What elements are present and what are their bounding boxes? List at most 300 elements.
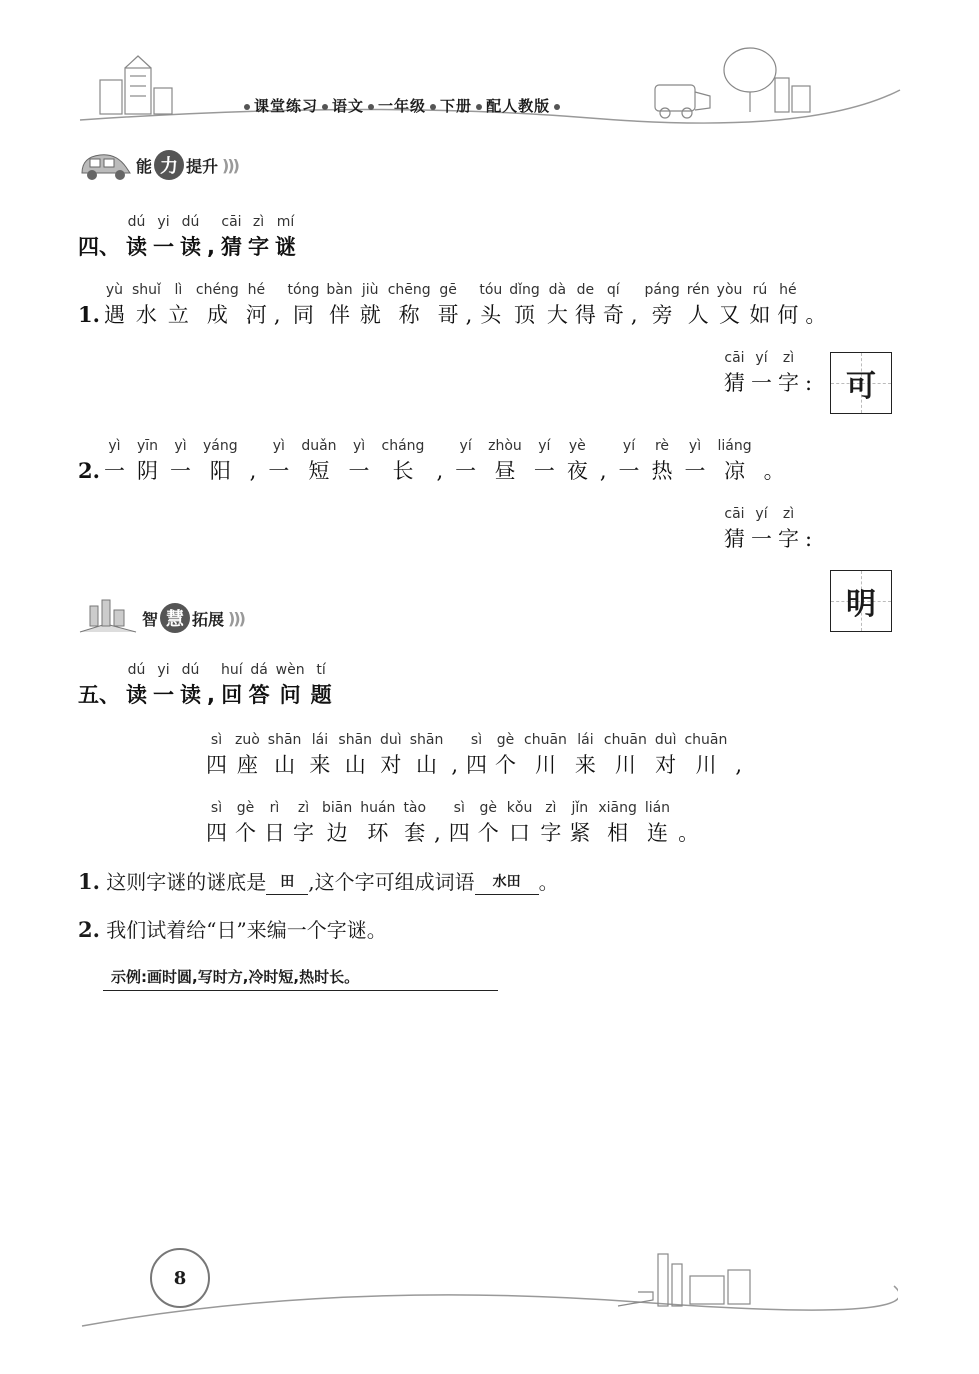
hanzi: 四 <box>206 821 227 845</box>
pinyin: rì <box>269 800 280 816</box>
pinyin: rè <box>654 438 670 454</box>
answer-box-2[interactable] <box>830 570 892 632</box>
hanzi: 川 <box>614 753 636 777</box>
pinyin: duǎn <box>301 438 337 454</box>
poem-line-2 <box>206 798 707 848</box>
hanzi: , <box>434 821 441 845</box>
ruby-char <box>301 436 336 486</box>
ruby-char <box>449 798 470 848</box>
punctuation <box>631 280 638 330</box>
ruby-char <box>288 280 320 330</box>
hanzi: 座 <box>236 753 258 777</box>
ruby-char <box>778 348 799 398</box>
pinyin: yí <box>755 350 768 366</box>
pinyin: yi <box>157 214 170 230</box>
hanzi: 读 <box>126 683 147 707</box>
pinyin: cāi <box>724 350 745 366</box>
pinyin: xiāng <box>598 800 637 816</box>
hanzi: 一 <box>533 459 555 483</box>
hanzi: 字 <box>778 371 799 395</box>
pinyin: yí <box>755 506 768 522</box>
hanzi: 夜 <box>566 459 588 483</box>
sub-number: 1. <box>78 869 100 894</box>
punctuation <box>436 436 443 486</box>
ruby-char <box>619 436 640 486</box>
header-subject: 语文 <box>332 97 365 115</box>
hanzi: 字 <box>247 235 269 259</box>
guess-label-1 <box>724 348 818 398</box>
pinyin: gè <box>496 732 515 748</box>
header-grade: 一年级 <box>378 97 427 115</box>
hanzi: 个 <box>477 821 499 845</box>
pinyin: yì <box>108 438 121 454</box>
ruby-char <box>652 436 673 486</box>
ruby-char <box>153 660 174 710</box>
hanzi: 答 <box>248 683 270 707</box>
example-answer[interactable]: 示例:画时圆,写时方,冷时短,热时长。 <box>103 964 498 991</box>
hanzi: , <box>249 459 257 483</box>
hanzi: 水 <box>135 303 157 327</box>
hanzi: 山 <box>274 753 296 777</box>
sub-text: 我们试着给“日”来编一个字谜。 <box>106 918 387 942</box>
hanzi: 伴 <box>329 303 351 327</box>
pinyin: zì <box>252 214 265 230</box>
pinyin: chuān <box>603 732 647 748</box>
punctuation <box>207 212 215 262</box>
hanzi: 一 <box>268 459 290 483</box>
ruby-char <box>603 280 624 330</box>
hanzi: , <box>273 303 281 327</box>
hanzi: 读 <box>126 235 147 259</box>
riddle-2-number: 2. <box>78 458 100 483</box>
punctuation <box>207 660 215 710</box>
pinyin: yì <box>174 438 187 454</box>
pinyin: shuǐ <box>131 282 161 298</box>
pinyin: jǐn <box>571 800 589 816</box>
q4-heading <box>78 212 302 262</box>
hanzi: 一 <box>751 527 772 551</box>
hanzi: 。 <box>805 303 827 327</box>
section-badge-wisdom <box>76 598 244 638</box>
ruby-char <box>221 660 243 710</box>
ruby-char <box>478 798 499 848</box>
answer-blank-word[interactable]: 水田 <box>475 870 539 895</box>
hanzi: 个 <box>495 753 517 777</box>
pinyin: sì <box>210 800 223 816</box>
ruby-char <box>249 660 270 710</box>
decorative-parens-icon: ))) <box>222 155 238 175</box>
ruby-char <box>575 730 596 780</box>
hanzi: 读 <box>180 235 201 259</box>
pinyin: zì <box>545 800 557 816</box>
ruby-char <box>203 436 238 486</box>
ruby-char <box>749 280 770 330</box>
pinyin: shān <box>409 732 444 748</box>
ruby-char <box>322 798 352 848</box>
hanzi: , <box>735 753 743 777</box>
hanzi: 四、 <box>78 235 120 259</box>
ruby-char <box>246 280 267 330</box>
pinyin: rén <box>686 282 710 298</box>
hanzi: 边 <box>326 821 348 845</box>
hanzi: , <box>207 683 215 707</box>
pinyin: chéng <box>195 282 239 298</box>
hanzi: 遇 <box>103 303 125 327</box>
pinyin: huán <box>360 800 396 816</box>
hanzi: 字 <box>540 821 562 845</box>
pinyin: hé <box>247 282 266 298</box>
ruby-char <box>479 280 502 330</box>
hanzi: , <box>630 303 638 327</box>
pinyin: sì <box>470 732 483 748</box>
ruby-char <box>569 798 590 848</box>
hanzi: 大 <box>546 303 568 327</box>
hanzi: , <box>451 753 459 777</box>
badge-text-big: 慧 <box>160 603 190 633</box>
hanzi: 连 <box>646 821 668 845</box>
riddle-1 <box>78 280 833 330</box>
ruby-char <box>196 280 239 330</box>
ruby-char <box>276 660 305 710</box>
answer-char-1: 可 <box>846 369 876 404</box>
guess-label-2 <box>724 504 818 554</box>
ruby-char <box>206 730 227 780</box>
ruby-char <box>388 280 431 330</box>
punctuation <box>764 436 785 486</box>
punctuation <box>805 348 812 398</box>
pinyin: liáng <box>717 438 752 454</box>
badge-text-pre: 能 <box>136 156 153 176</box>
ruby-char <box>687 280 710 330</box>
pinyin: tóu <box>479 282 503 298</box>
pinyin: yù <box>105 282 124 298</box>
ruby-char <box>575 280 596 330</box>
hanzi: 立 <box>167 303 189 327</box>
ruby-char <box>380 730 402 780</box>
pinyin: biān <box>322 800 353 816</box>
punctuation <box>466 280 473 330</box>
hanzi: 一 <box>103 459 125 483</box>
decorative-parens-icon: ))) <box>228 608 244 628</box>
page-number: 8 <box>150 1248 210 1308</box>
punctuation <box>78 660 120 710</box>
ruby-char <box>137 436 158 486</box>
hanzi: : <box>805 371 813 395</box>
ruby-char <box>180 660 201 710</box>
hanzi: 四 <box>466 753 488 777</box>
hanzi: 一 <box>684 459 706 483</box>
hanzi: 奇 <box>602 303 624 327</box>
pinyin: yì <box>272 438 285 454</box>
ruby-char <box>235 798 256 848</box>
hanzi: , <box>207 235 215 259</box>
ruby-char <box>645 280 680 330</box>
hanzi: 阴 <box>136 459 158 483</box>
pinyin: sì <box>453 800 465 816</box>
riddle-2-text <box>104 436 797 486</box>
pinyin: cāi <box>221 214 242 230</box>
hanzi: 个 <box>235 821 256 845</box>
hanzi: 河 <box>245 303 267 327</box>
ruby-char <box>645 798 670 848</box>
ruby-char <box>778 504 799 554</box>
hanzi: 相 <box>607 821 629 845</box>
pinyin: zì <box>782 350 795 366</box>
hanzi: 四 <box>206 753 227 777</box>
ruby-char <box>360 280 381 330</box>
pinyin: yè <box>568 438 586 454</box>
ruby-char <box>275 212 296 262</box>
hanzi: 来 <box>574 753 596 777</box>
poem-line-1 <box>206 730 750 780</box>
hanzi: 一 <box>348 459 370 483</box>
bullet-icon <box>244 104 250 110</box>
pinyin: zì <box>782 506 795 522</box>
pinyin: cāi <box>724 506 745 522</box>
hanzi: 紧 <box>569 821 591 845</box>
hanzi: 川 <box>534 753 556 777</box>
hanzi: 凉 <box>724 459 746 483</box>
pinyin: yīn <box>136 438 158 454</box>
ruby-char <box>524 730 567 780</box>
pinyin: lì <box>174 282 183 298</box>
pinyin: zuò <box>235 732 260 748</box>
pinyin: dá <box>250 662 268 678</box>
ruby-char <box>410 730 444 780</box>
ruby-char <box>724 348 745 398</box>
bullet-icon <box>322 104 328 110</box>
ruby-char <box>360 798 395 848</box>
ruby-char <box>126 660 147 710</box>
hanzi: 山 <box>416 753 438 777</box>
hanzi: 又 <box>719 303 741 327</box>
pinyin: hé <box>779 282 797 298</box>
hanzi: 成 <box>206 303 228 327</box>
pinyin: bàn <box>326 282 353 298</box>
pinyin: qí <box>606 282 620 298</box>
hanzi: 山 <box>344 753 366 777</box>
hanzi: 猜 <box>220 235 242 259</box>
header-edition: 配人教版 <box>486 97 551 115</box>
hanzi: 一 <box>153 683 174 707</box>
riddle-number <box>78 436 100 486</box>
hanzi: , <box>599 459 607 483</box>
book-city-icon <box>76 598 142 638</box>
pinyin: dà <box>548 282 567 298</box>
ruby-char <box>718 436 752 486</box>
ruby-char <box>153 212 174 262</box>
ruby-char <box>349 436 370 486</box>
pinyin: cháng <box>381 438 425 454</box>
riddle-1-number: 1. <box>78 302 100 327</box>
hanzi: 环 <box>367 821 389 845</box>
hanzi: 口 <box>509 821 531 845</box>
hanzi: 川 <box>695 753 717 777</box>
section-badge-ability <box>76 145 238 185</box>
ruby-char <box>309 730 330 780</box>
pinyin: dǐng <box>509 282 540 298</box>
pinyin: dú <box>127 214 146 230</box>
pinyin: zì <box>297 800 310 816</box>
hanzi: 猜 <box>724 527 745 551</box>
q5-sub-2 <box>78 914 387 943</box>
pinyin: gè <box>236 800 255 816</box>
punctuation <box>805 504 812 554</box>
ruby-char <box>685 436 706 486</box>
hanzi: 哥 <box>437 303 459 327</box>
punctuation <box>678 798 699 848</box>
pinyin: tào <box>403 800 427 816</box>
ruby-char <box>180 212 201 262</box>
hanzi: : <box>805 527 813 551</box>
hanzi: 猜 <box>724 371 745 395</box>
ruby-char <box>126 212 147 262</box>
ruby-char <box>540 798 561 848</box>
ruby-char <box>235 730 260 780</box>
hanzi: 如 <box>749 303 771 327</box>
ruby-char <box>382 436 425 486</box>
badge-text-big: 力 <box>154 150 184 180</box>
hanzi: 回 <box>221 683 243 707</box>
answer-blank-char[interactable]: 田 <box>266 870 308 895</box>
ruby-char <box>438 280 459 330</box>
pinyin: yi <box>157 662 170 678</box>
hanzi: 就 <box>359 303 381 327</box>
badge-text-post: 提升 <box>186 156 219 176</box>
hanzi: 对 <box>380 753 402 777</box>
ruby-char <box>268 436 289 486</box>
hanzi: 昼 <box>494 459 516 483</box>
ruby-char <box>206 798 227 848</box>
hanzi: 套 <box>404 821 426 845</box>
punctuation <box>805 280 826 330</box>
ruby-char <box>751 348 772 398</box>
ruby-char <box>311 660 332 710</box>
pinyin: yì <box>352 438 366 454</box>
hanzi: 旁 <box>651 303 673 327</box>
ruby-char <box>293 798 314 848</box>
answer-char-2: 明 <box>846 587 876 622</box>
pinyin: rú <box>752 282 768 298</box>
sub-text: ,这个字可组成词语 <box>308 870 475 894</box>
pinyin: lái <box>577 732 594 748</box>
riddle-number <box>78 280 100 330</box>
hanzi: 一 <box>170 459 191 483</box>
punctuation <box>78 212 120 262</box>
ruby-char <box>466 730 487 780</box>
car-icon <box>76 145 136 185</box>
ruby-char <box>724 504 745 554</box>
ruby-char <box>104 280 125 330</box>
pinyin: yì <box>688 438 702 454</box>
ruby-char <box>221 212 242 262</box>
hanzi: 一 <box>751 371 772 395</box>
header-decoration <box>70 40 910 130</box>
pinyin: dú <box>181 214 200 230</box>
hanzi: 热 <box>651 459 673 483</box>
pinyin: chuān <box>684 732 728 748</box>
pinyin: yòu <box>716 282 743 298</box>
pinyin: lái <box>311 732 329 748</box>
ruby-char <box>104 436 125 486</box>
pinyin: huí <box>220 662 243 678</box>
hanzi: 字 <box>778 527 799 551</box>
punctuation <box>600 436 607 486</box>
pinyin: kǒu <box>506 800 533 816</box>
answer-box-1[interactable] <box>830 352 892 414</box>
hanzi: 五、 <box>78 683 120 707</box>
hanzi: , <box>436 459 444 483</box>
punctuation <box>274 280 281 330</box>
pinyin: lián <box>644 800 671 816</box>
ruby-char <box>655 730 677 780</box>
pinyin: yí <box>459 438 472 454</box>
riddle-2 <box>78 436 797 486</box>
pinyin: sì <box>210 732 223 748</box>
pinyin: de <box>576 282 595 298</box>
pinyin: tóng <box>287 282 320 298</box>
q5-sub-1 <box>78 866 559 895</box>
header-title <box>240 95 564 116</box>
ruby-char <box>717 280 743 330</box>
pinyin: duì <box>380 732 402 748</box>
pinyin: zhòu <box>488 438 522 454</box>
sub-number: 2. <box>78 917 100 942</box>
ruby-char <box>604 730 647 780</box>
pinyin: yáng <box>203 438 238 454</box>
badge-text-post: 拓展 <box>192 609 225 629</box>
hanzi: 顶 <box>514 303 536 327</box>
hanzi: 读 <box>180 683 201 707</box>
pinyin: yí <box>538 438 551 454</box>
hanzi: 题 <box>310 683 332 707</box>
hanzi: 谜 <box>274 235 296 259</box>
ruby-char <box>455 436 476 486</box>
badge-text-pre: 智 <box>142 609 159 629</box>
ruby-char <box>509 280 540 330</box>
q5-heading <box>78 660 338 710</box>
pinyin: yí <box>622 438 636 454</box>
hanzi: 何 <box>777 303 799 327</box>
bullet-icon <box>430 104 436 110</box>
sub-text: 。 <box>538 870 559 894</box>
pinyin: páng <box>644 282 680 298</box>
sub-text: 这则字谜的谜底是 <box>106 870 267 894</box>
pinyin: gē <box>439 282 457 298</box>
pinyin: mí <box>276 214 295 230</box>
hanzi: 长 <box>392 459 414 483</box>
ruby-char <box>403 798 426 848</box>
ruby-char <box>547 280 568 330</box>
ruby-char <box>326 280 352 330</box>
pinyin: chuān <box>524 732 567 748</box>
bullet-icon <box>476 104 482 110</box>
hanzi: 日 <box>264 821 285 845</box>
hanzi: 。 <box>678 821 700 845</box>
hanzi: 阳 <box>209 459 231 483</box>
riddle-1-text <box>104 280 833 330</box>
hanzi: 。 <box>763 459 785 483</box>
ruby-char <box>495 730 516 780</box>
pinyin: duì <box>654 732 677 748</box>
ruby-char <box>338 730 372 780</box>
pinyin: shān <box>338 732 373 748</box>
hanzi: 人 <box>687 303 709 327</box>
pinyin: dú <box>127 662 146 678</box>
hanzi: 一 <box>153 235 174 259</box>
punctuation <box>434 798 441 848</box>
punctuation <box>250 436 257 486</box>
